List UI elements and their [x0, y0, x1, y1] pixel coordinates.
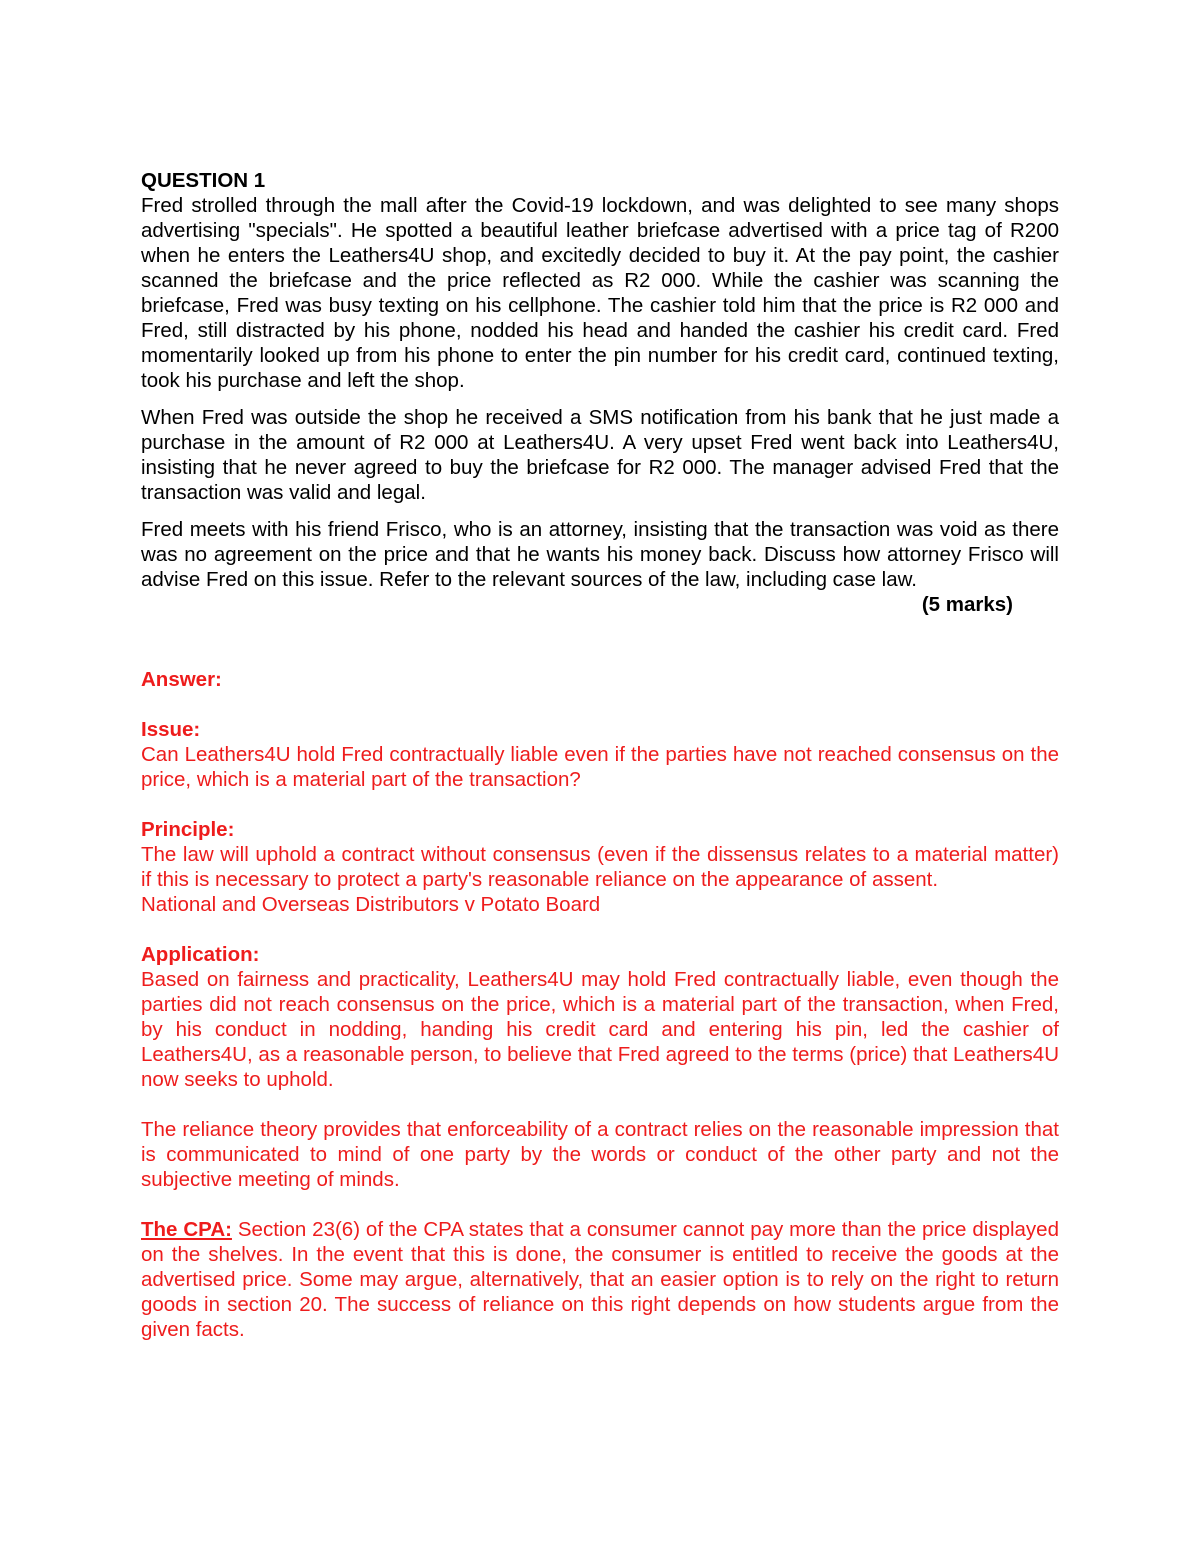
application-text: Based on fairness and practicality, Leathers4U may hold Fred contractually liable, even though the parties did not reach consensus on the price, which is a material part of the transaction, when Fred, by his conduct in nodding, handing his credit card and entering his pin, led the cashier of Leathers4U, as a reasonable person, to believe that Fred agreed to the terms (price) that Leathers4U now seeks to uphold.: [141, 968, 1059, 1091]
cpa-label: The CPA:: [141, 1218, 232, 1241]
document-page: [141, 168, 1059, 1342]
question-title: QUESTION 1: [141, 169, 266, 192]
principle-case: National and Overseas Distributors v Potato Board: [141, 893, 601, 916]
principle-heading: Principle:: [141, 818, 235, 841]
question-paragraph-1: Fred strolled through the mall after the Covid-19 lockdown, and was delighted to see many shops advertising "specials". He spotted a beautiful leather briefcase advertised with a price tag of R200 when he enters the Leathers4U shop, and excitedly decided to buy it. At the pay point, the cashier scanned the briefcase and the price reflected as R2 000. While the cashier was scanning the briefcase, Fred was busy texting on his cellphone. The cashier told him that the price is R2 000 and Fred, still distracted by his phone, nodded his head and handed the cashier his credit card. Fred momentarily looked up from his phone to enter the pin number for his credit card, continued texting, took his purchase and left the shop.: [141, 194, 1059, 392]
application-heading: Application:: [141, 943, 260, 966]
answer-title: Answer:: [141, 668, 222, 691]
issue-heading: Issue:: [141, 718, 201, 741]
issue-text: Can Leathers4U hold Fred contractually liable even if the parties have not reached consensus on the price, which is a material part of the transaction?: [141, 743, 1059, 791]
cpa-text: Section 23(6) of the CPA states that a consumer cannot pay more than the price displayed on the shelves. In the event that this is done, the consumer is entitled to receive the goods at the advertised price. Some may argue, alternatively, that an easier option is to rely on the right to return goods in section 20. The success of reliance on this right depends on how students argue from the given facts.: [141, 1218, 1059, 1341]
question-paragraph-2: When Fred was outside the shop he received a SMS notification from his bank that he just made a purchase in the amount of R2 000 at Leathers4U. A very upset Fred went back into Leathers4U, insisting that he never agreed to buy the briefcase for R2 000. The manager advised Fred that the transaction was valid and legal.: [141, 406, 1059, 504]
cpa-paragraph: [141, 1217, 1059, 1342]
question-marks: (5 marks): [921, 593, 1013, 616]
principle-text: The law will uphold a contract without consensus (even if the dissensus relates to a material matter) if this is necessary to protect a party's reasonable reliance on the appearance of assent.: [141, 843, 1059, 891]
question-paragraph-3: Fred meets with his friend Frisco, who is an attorney, insisting that the transaction was void as there was no agreement on the price and that he wants his money back. Discuss how attorney Frisco will advise Fred on this issue. Refer to the relevant sources of the law, including case law.: [141, 518, 1059, 591]
reliance-theory-text: The reliance theory provides that enforceability of a contract relies on the reasonable impression that is communicated to mind of one party by the words or conduct of the other party and not the subjective meeting of minds.: [141, 1118, 1059, 1191]
